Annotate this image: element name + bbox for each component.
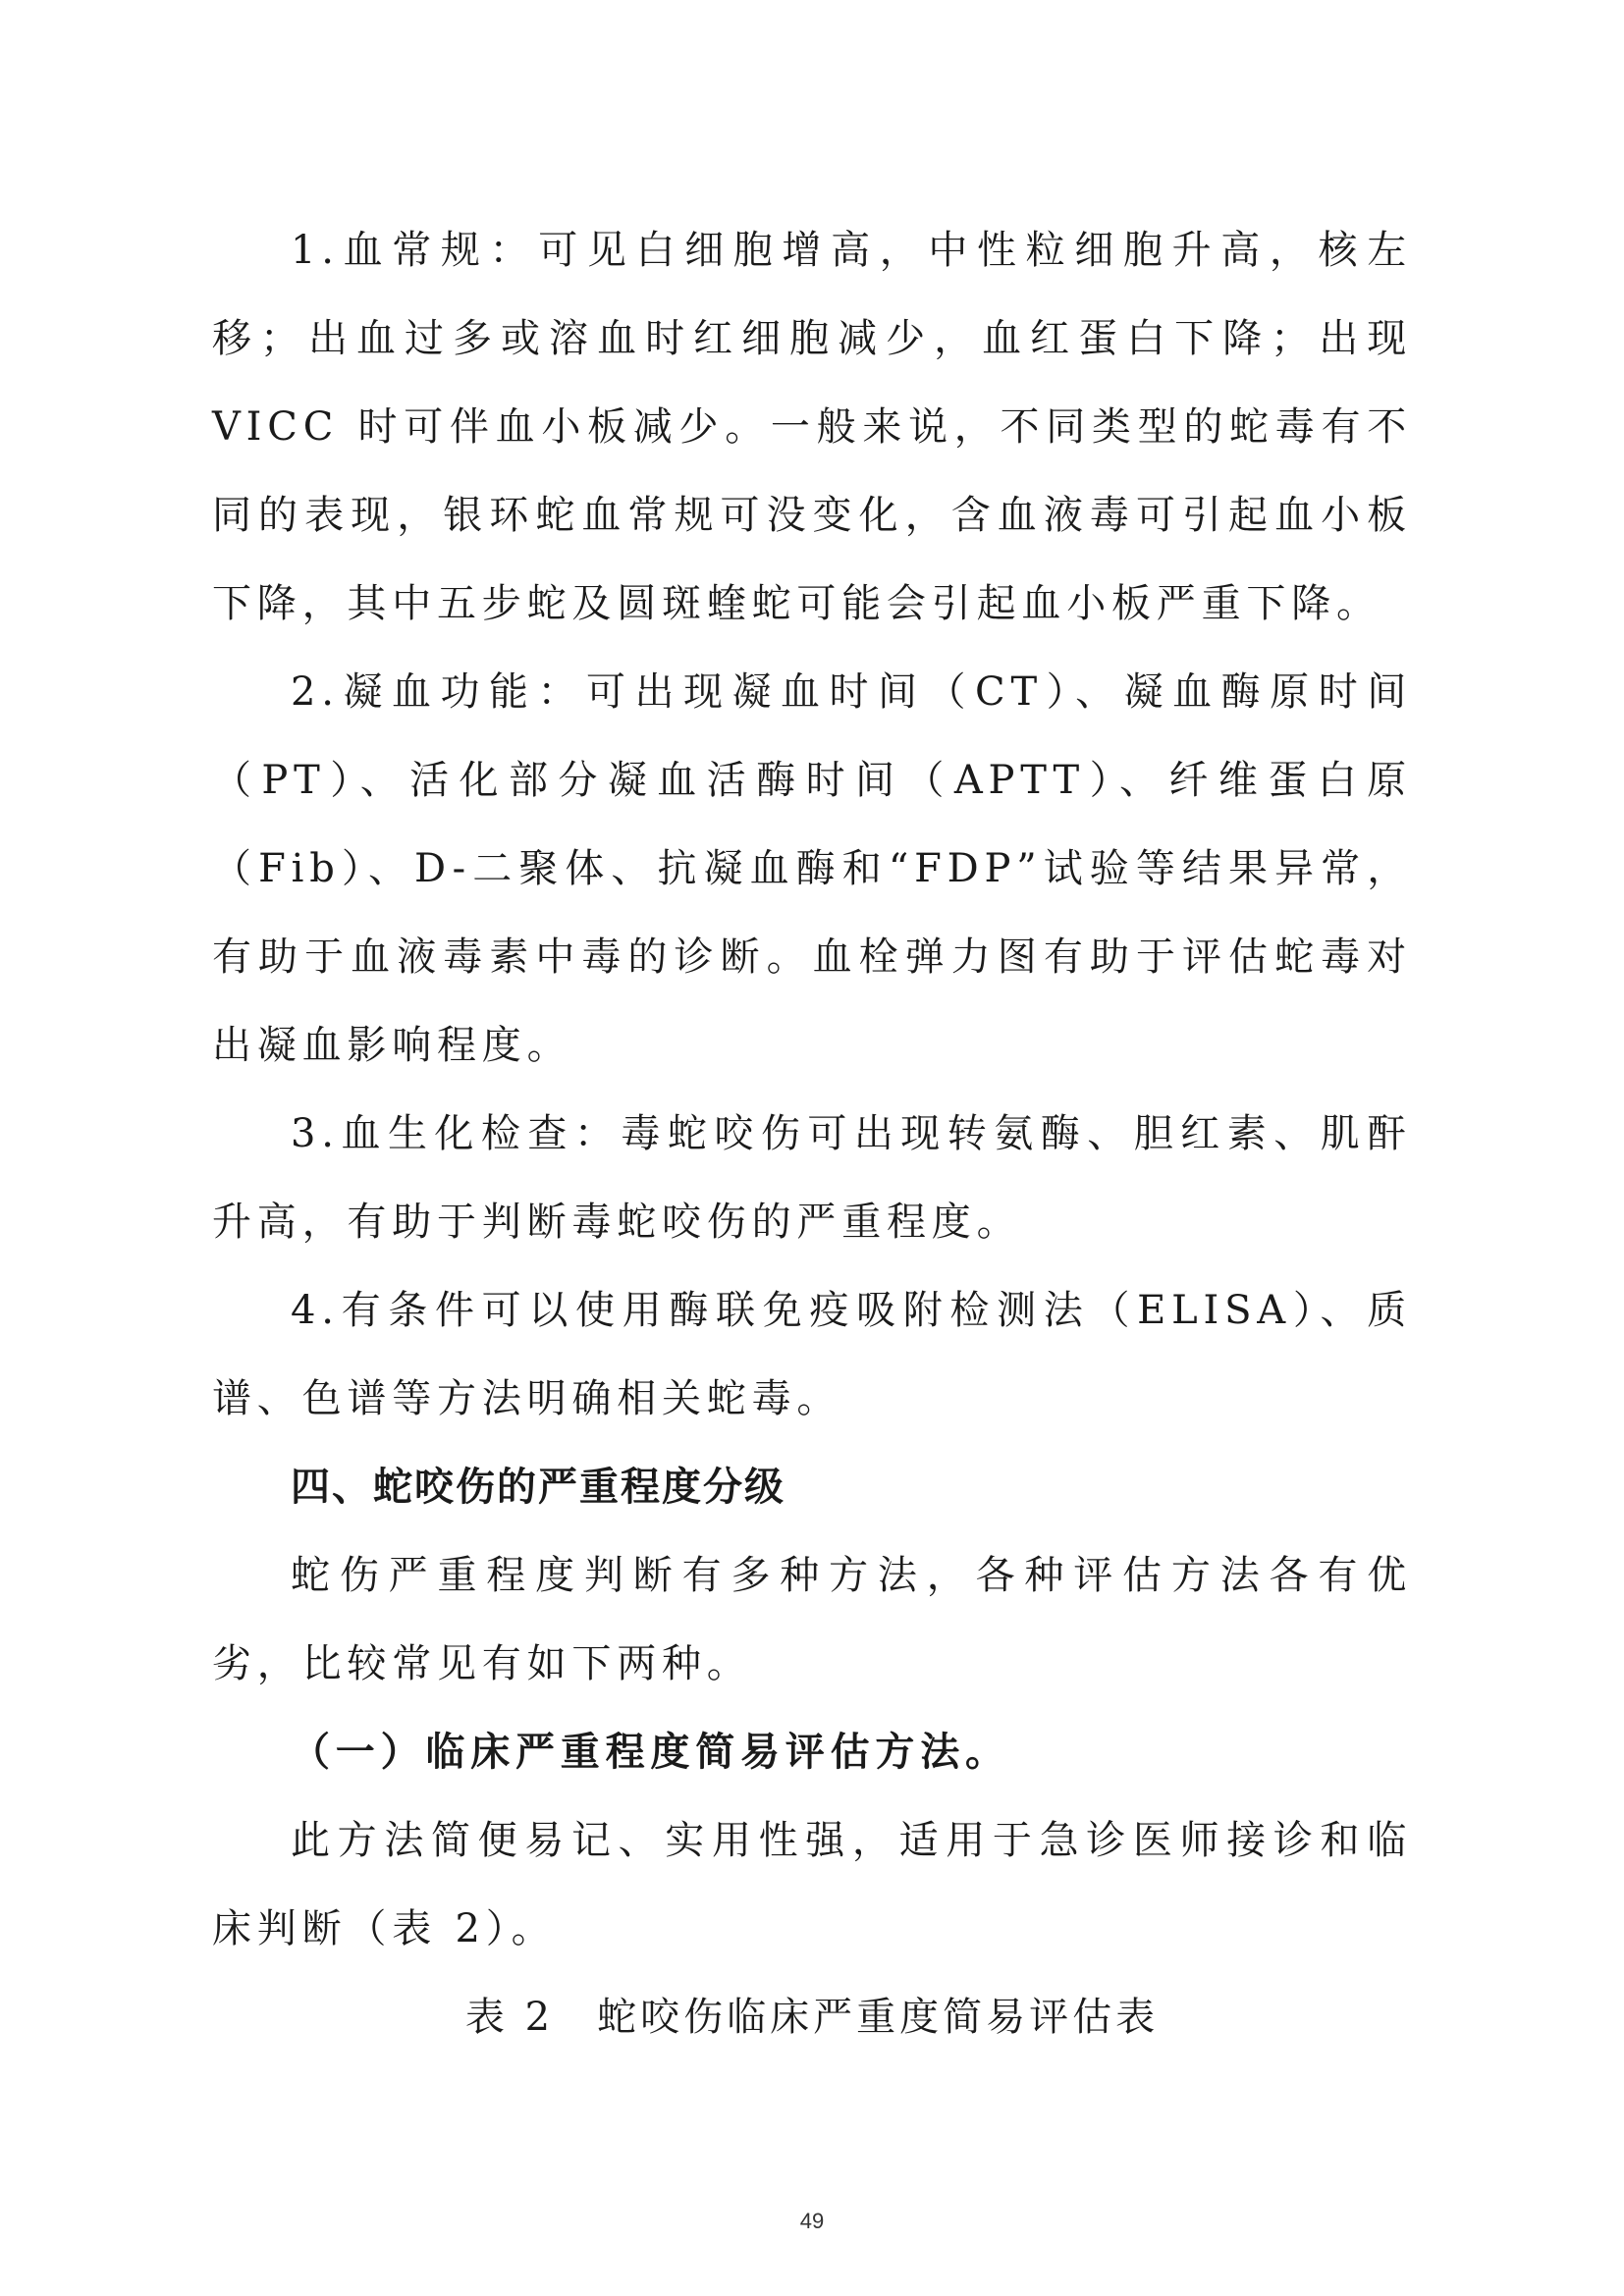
page-number: 49 [799, 2209, 825, 2233]
page-body [212, 206, 1412, 2061]
table-caption: 表 2 蛇咬伤临床严重度简易评估表 [464, 1995, 1160, 2040]
paragraph-biochemistry: 3.血生化检查：毒蛇咬伤可出现转氨酶、胆红素、肌酐升高，有助于判断毒蛇咬伤的严重程度。 [212, 1111, 1412, 1245]
paragraph-blood-routine: 1.血常规：可见白细胞增高，中性粒细胞升高，核左移；出血过多或溶血时红细胞减少，血红蛋白下降；出现 VICC 时可伴血小板减少。一般来说，不同类型的蛇毒有不同的表现，银环蛇血常规可没变化，含血液毒可引起血小板下降，其中五步蛇及圆斑蝰蛇可能会引起血小板严重下降。 [212, 228, 1412, 626]
paragraph-section-intro: 蛇伤严重程度判断有多种方法，各种评估方法各有优劣，比较常见有如下两种。 [212, 1553, 1412, 1686]
paragraph-coagulation: 2.凝血功能：可出现凝血时间（CT）、凝血酶原时间（PT）、活化部分凝血活酶时间（APTT）、纤维蛋白原（Fib）、D-二聚体、抗凝血酶和“FDP”试验等结果异常，有助于血液毒素中毒的诊断。血栓弹力图有助于评估蛇毒对出凝血影响程度。 [212, 669, 1412, 1068]
section-heading: 四、蛇咬伤的严重程度分级 [291, 1465, 785, 1510]
paragraph-subsection-text: 此方法简便易记、实用性强，适用于急诊医师接诊和临床判断（表 2）。 [212, 1818, 1412, 1951]
paragraph-elisa: 4.有条件可以使用酶联免疫吸附检测法（ELISA）、质谱、色谱等方法明确相关蛇毒。 [212, 1288, 1412, 1421]
subsection-heading: （一）临床严重程度简易评估方法。 [291, 1729, 1010, 1775]
